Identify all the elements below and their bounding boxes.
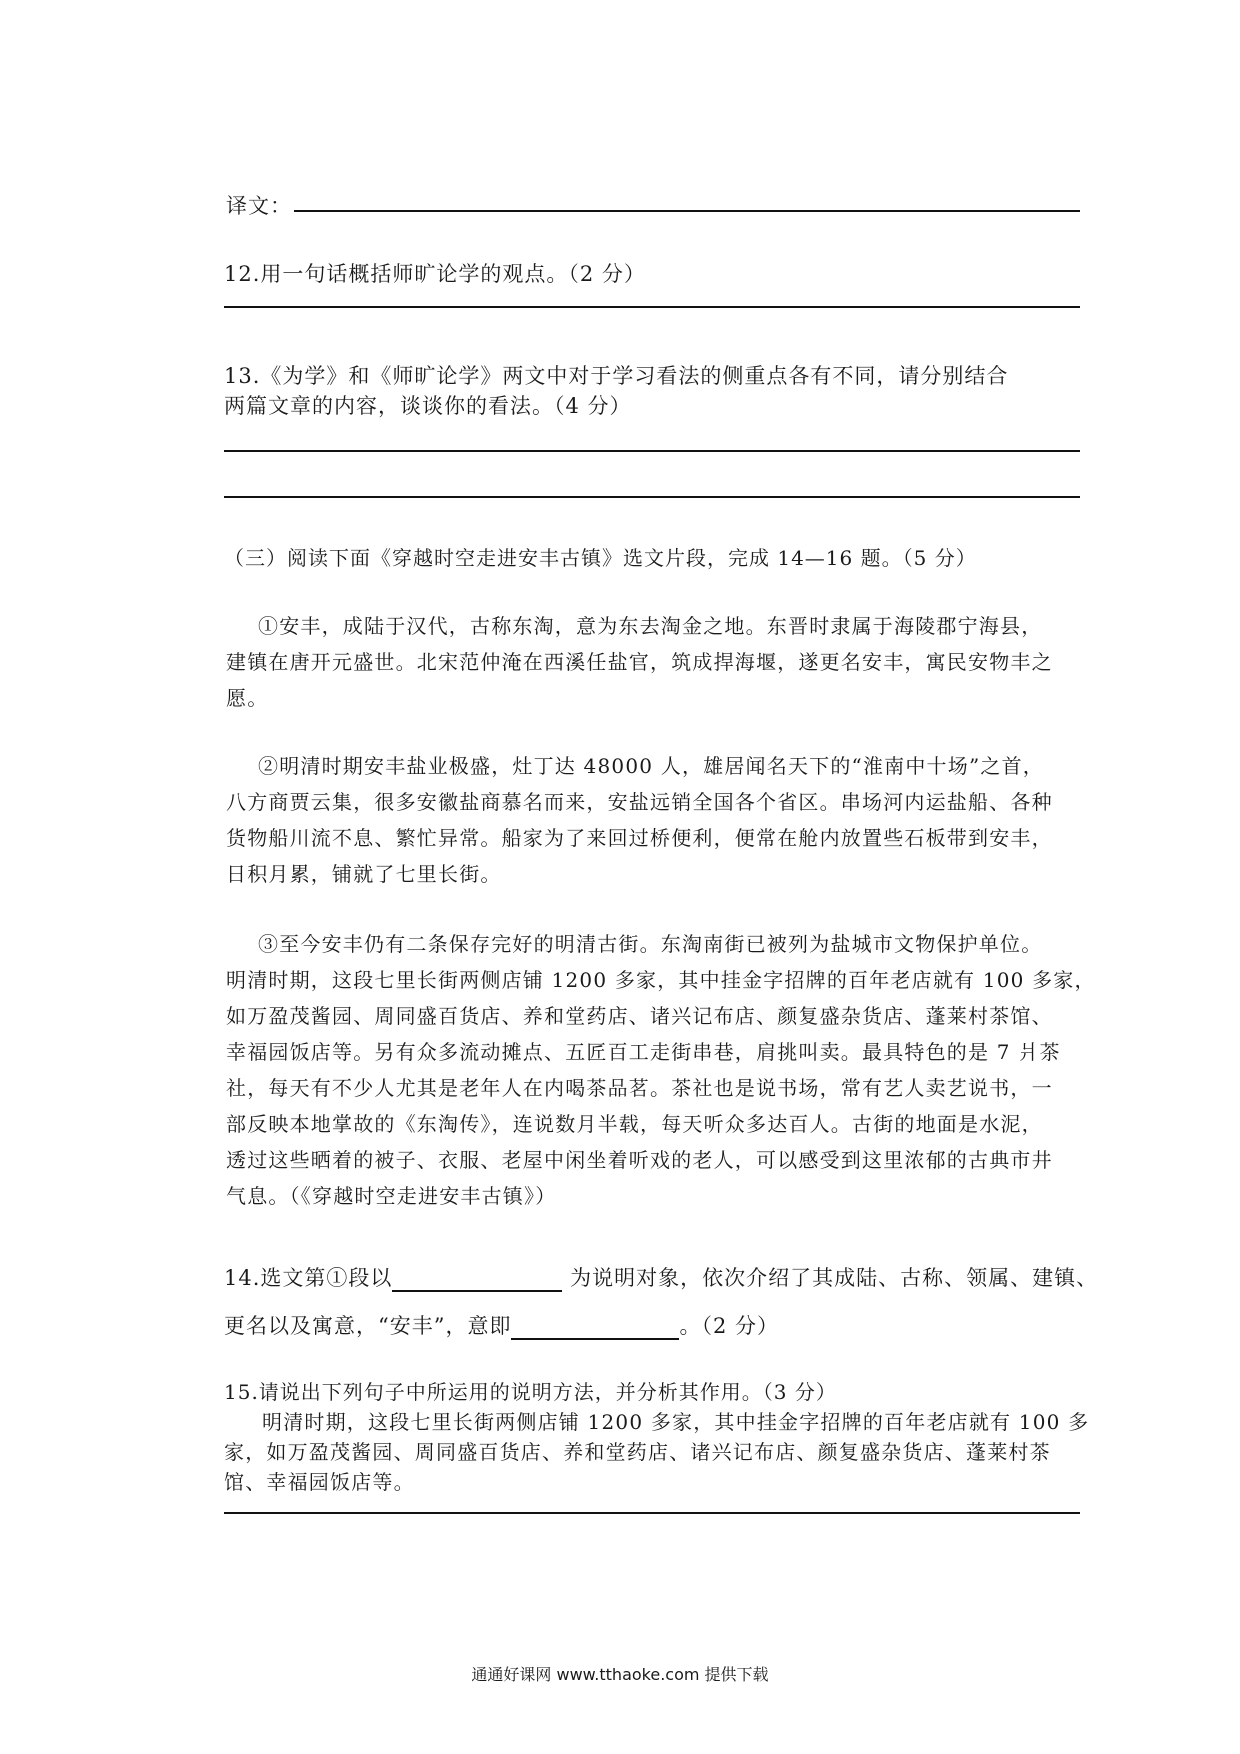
q14-text-1: 14.选文第①段以 xyxy=(224,1266,393,1290)
q14-text-4: 。（2 分） xyxy=(679,1314,780,1338)
passage-p1-line-1: ①安丰，成陆于汉代，古称东淘，意为东去淘金之地。东晋时隶属于海陵郡宁海县， xyxy=(258,614,1043,638)
section-3-heading: （三）阅读下面《穿越时空走进安丰古镇》选文片段，完成 14—16 题。（5 分） xyxy=(224,546,977,570)
q13-answer-line-1[interactable] xyxy=(224,450,1080,452)
passage-p2-line-3: 货物船川流不息、繁忙异常。船家为了来回过桥便利，便常在舱内放置些石板带到安丰， xyxy=(226,826,1053,850)
footer-text: 通通好课网 www.tthaoke.com 提供下载 xyxy=(471,1665,769,1684)
passage-p2-line-1: ②明清时期安丰盐业极盛，灶丁达 48000 人，雄居闻名天下的“淮南中十场”之首， xyxy=(258,754,1044,778)
q15-quote-line-1: 明清时期，这段七里长街两侧店铺 1200 多家，其中挂金字招牌的百年老店就有 100 多 xyxy=(262,1410,1090,1434)
passage-p3-line-8: 气息。（《穿越时空走进安丰古镇》） xyxy=(226,1184,557,1208)
q14-blank-1[interactable] xyxy=(392,1268,562,1292)
q15-quote-line-2: 家，如万盈茂酱园、周同盛百货店、养和堂药店、诸兴记布店、颜复盛杂货店、蓬莱村茶 xyxy=(224,1440,1051,1464)
q14-text-2: 为说明对象，依次介绍了其成陆、古称、领属、建镇、 xyxy=(562,1266,1099,1290)
passage-p1-line-2: 建镇在唐开元盛世。北宋范仲淹在西溪任盐官，筑成捍海堰，遂更名安丰，寓民安物丰之 xyxy=(226,650,1053,674)
question-12: 12.用一句话概括师旷论学的观点。（2 分） xyxy=(224,262,646,286)
q12-answer-line[interactable] xyxy=(224,306,1080,308)
passage-p3-line-1: ③至今安丰仍有二条保存完好的明清古街。东淘南街已被列为盐城市文物保护单位。 xyxy=(258,932,1043,956)
question-15: 15.请说出下列句子中所运用的说明方法，并分析其作用。（3 分） xyxy=(224,1380,837,1404)
passage-p2-line-2: 八方商贾云集，很多安徽盐商慕名而来，安盐远销全国各个省区。串场河内运盐船、各种 xyxy=(226,790,1053,814)
passage-p3-line-4: 幸福园饭店等。另有众多流动摊点、五匠百工走街串巷，肩挑叫卖。最具特色的是 7 爿茶 xyxy=(226,1040,1061,1064)
q14-blank-2[interactable] xyxy=(511,1316,679,1340)
q13-answer-line-2[interactable] xyxy=(224,496,1080,498)
translation-label: 译文： xyxy=(226,194,292,218)
translation-answer-line[interactable] xyxy=(294,210,1080,212)
question-13-line-1: 13.《为学》和《师旷论学》两文中对于学习看法的侧重点各有不同，请分别结合 xyxy=(224,364,1009,388)
passage-p3-line-6: 部反映本地掌故的《东淘传》，连说数月半载，每天听众多达百人。古街的地面是水泥， xyxy=(226,1112,1043,1136)
passage-p3-line-7: 透过这些晒着的被子、衣服、老屋中闲坐着听戏的老人，可以感受到这里浓郁的古典市井 xyxy=(226,1148,1053,1172)
question-13-line-2: 两篇文章的内容，谈谈你的看法。（4 分） xyxy=(224,394,632,418)
q15-answer-line[interactable] xyxy=(224,1512,1080,1514)
passage-p3-line-3: 如万盈茂酱园、周同盛百货店、养和堂药店、诸兴记布店、颜复盛杂货店、蓬莱村茶馆、 xyxy=(226,1004,1053,1028)
question-14-line-2 xyxy=(224,1310,779,1340)
question-14-line-1 xyxy=(224,1262,1098,1292)
passage-p3-line-2: 明清时期，这段七里长街两侧店铺 1200 多家，其中挂金字招牌的百年老店就有 100 多家， xyxy=(226,968,1096,992)
passage-p3-line-5: 社，每天有不少人尤其是老年人在内喝茶品茗。茶社也是说书场，常有艺人卖艺说书，一 xyxy=(226,1076,1053,1100)
passage-p1-line-3: 愿。 xyxy=(226,686,269,710)
q14-text-3: 更名以及寓意，“安丰”，意即 xyxy=(224,1314,512,1338)
passage-p2-line-4: 日积月累，铺就了七里长街。 xyxy=(226,862,502,886)
q15-quote-line-3: 馆、幸福园饭店等。 xyxy=(224,1470,415,1494)
